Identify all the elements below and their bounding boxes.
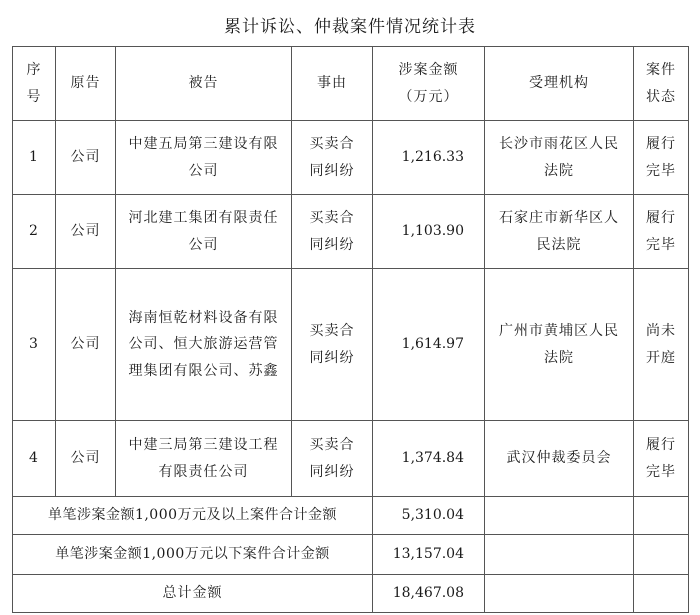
row-plaintiff: 公司 bbox=[56, 421, 116, 497]
row-plaintiff: 公司 bbox=[56, 195, 116, 269]
summary-amount: 5,310.04 bbox=[373, 497, 485, 535]
summary-empty bbox=[634, 535, 689, 575]
summary-empty bbox=[485, 575, 634, 613]
row-status: 尚未开庭 bbox=[634, 269, 689, 421]
row-no: 4 bbox=[13, 421, 56, 497]
summary-label: 单笔涉案金额1,000万元及以上案件合计金额 bbox=[13, 497, 373, 535]
row-defendant: 河北建工集团有限责任公司 bbox=[116, 195, 292, 269]
summary-label: 总计金额 bbox=[13, 575, 373, 613]
table-row bbox=[13, 269, 689, 421]
case-statistics-table bbox=[12, 46, 689, 613]
row-status: 履行完毕 bbox=[634, 421, 689, 497]
row-amount: 1,614.97 bbox=[373, 269, 485, 421]
row-no: 2 bbox=[13, 195, 56, 269]
row-no: 3 bbox=[13, 269, 56, 421]
row-plaintiff: 公司 bbox=[56, 269, 116, 421]
header-no: 序号 bbox=[13, 47, 56, 121]
header-amount: 涉案金额（万元） bbox=[373, 47, 485, 121]
row-cause: 买卖合同纠纷 bbox=[292, 421, 373, 497]
row-status: 履行完毕 bbox=[634, 121, 689, 195]
summary-empty bbox=[634, 575, 689, 613]
table-row bbox=[13, 121, 689, 195]
row-institution: 武汉仲裁委员会 bbox=[485, 421, 634, 497]
header-row bbox=[13, 47, 689, 121]
row-institution: 广州市黄埔区人民法院 bbox=[485, 269, 634, 421]
table-title: 累计诉讼、仲裁案件情况统计表 bbox=[224, 17, 476, 37]
summary-label: 单笔涉案金额1,000万元以下案件合计金额 bbox=[13, 535, 373, 575]
row-no: 1 bbox=[13, 121, 56, 195]
row-status: 履行完毕 bbox=[634, 195, 689, 269]
row-institution: 长沙市雨花区人民法院 bbox=[485, 121, 634, 195]
header-institution: 受理机构 bbox=[485, 47, 634, 121]
summary-row bbox=[13, 497, 689, 535]
row-institution: 石家庄市新华区人民法院 bbox=[485, 195, 634, 269]
summary-amount: 18,467.08 bbox=[373, 575, 485, 613]
table-row bbox=[13, 421, 689, 497]
header-cause: 事由 bbox=[292, 47, 373, 121]
summary-empty bbox=[485, 497, 634, 535]
row-defendant: 中建三局第三建设工程有限责任公司 bbox=[116, 421, 292, 497]
summary-amount: 13,157.04 bbox=[373, 535, 485, 575]
header-status: 案件状态 bbox=[634, 47, 689, 121]
row-amount: 1,216.33 bbox=[373, 121, 485, 195]
row-defendant: 中建五局第三建设有限公司 bbox=[116, 121, 292, 195]
table-row bbox=[13, 195, 689, 269]
row-cause: 买卖合同纠纷 bbox=[292, 269, 373, 421]
summary-row bbox=[13, 575, 689, 613]
row-plaintiff: 公司 bbox=[56, 121, 116, 195]
header-plaintiff: 原告 bbox=[56, 47, 116, 121]
header-defendant: 被告 bbox=[116, 47, 292, 121]
summary-empty bbox=[634, 497, 689, 535]
row-amount: 1,103.90 bbox=[373, 195, 485, 269]
row-cause: 买卖合同纠纷 bbox=[292, 195, 373, 269]
row-defendant: 海南恒乾材料设备有限公司、恒大旅游运营管理集团有限公司、苏鑫 bbox=[116, 269, 292, 421]
summary-row bbox=[13, 535, 689, 575]
summary-empty bbox=[485, 535, 634, 575]
row-amount: 1,374.84 bbox=[373, 421, 485, 497]
row-cause: 买卖合同纠纷 bbox=[292, 121, 373, 195]
